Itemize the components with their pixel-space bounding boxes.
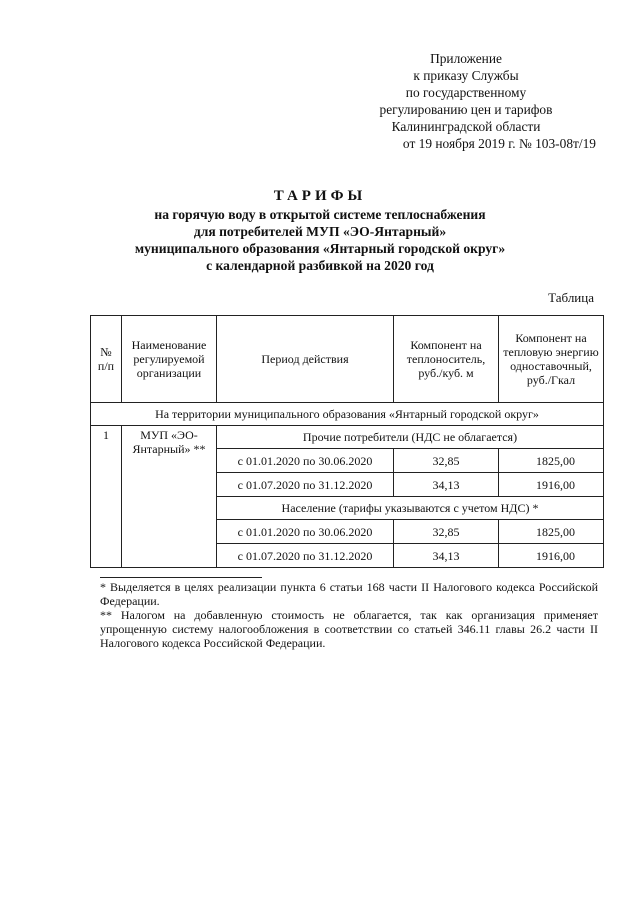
org-name: МУП «ЭО-Янтарный» ** bbox=[122, 426, 217, 568]
heat-cell: 1916,00 bbox=[499, 544, 604, 568]
header-period: Период действия bbox=[217, 316, 394, 403]
document-title bbox=[60, 188, 580, 274]
carrier-cell: 32,85 bbox=[394, 520, 499, 544]
appendix-line: от 19 ноября 2019 г. № 103-08т/19 bbox=[402, 136, 596, 151]
appendix-line: по государственному bbox=[405, 85, 527, 100]
group-label: Прочие потребители (НДС не облагается) bbox=[217, 426, 604, 449]
tariff-table bbox=[90, 315, 604, 568]
footnote: * Выделяется в целях реализации пункта 6 статьи 168 части II Налогового кодекса Российской Федерации. bbox=[100, 580, 598, 608]
appendix-line: к приказу Службы bbox=[413, 68, 519, 83]
carrier-cell: 34,13 bbox=[394, 544, 499, 568]
period-cell: с 01.01.2020 по 30.06.2020 bbox=[217, 520, 394, 544]
header-carrier: Компонент на теплоноситель, руб./куб. м bbox=[394, 316, 499, 403]
group-header-row bbox=[91, 426, 604, 449]
table-header-row bbox=[91, 316, 604, 403]
title-line: муниципального образования «Янтарный городской округ» bbox=[134, 241, 506, 256]
title-line: для потребителей МУП «ЭО-Янтарный» bbox=[193, 224, 447, 239]
heat-cell: 1916,00 bbox=[499, 473, 604, 497]
header-num: № п/п bbox=[91, 316, 122, 403]
table-label: Таблица bbox=[548, 290, 594, 305]
period-cell: с 01.01.2020 по 30.06.2020 bbox=[217, 449, 394, 473]
heat-cell: 1825,00 bbox=[499, 520, 604, 544]
title-main: ТАРИФЫ bbox=[273, 188, 367, 204]
row-number: 1 bbox=[91, 426, 122, 568]
carrier-cell: 32,85 bbox=[394, 449, 499, 473]
group-label: Население (тарифы указываются с учетом НДС) * bbox=[217, 497, 604, 520]
header-heat: Компонент на тепловую энергию одноставочный, руб./Гкал bbox=[499, 316, 604, 403]
footnotes bbox=[100, 580, 598, 650]
appendix-line: Калининградской области bbox=[391, 119, 541, 134]
footnote: ** Налогом на добавленную стоимость не облагается, так как организация применяет упрощенную систему налогообложения в соответствии со статьей 346.11 главы 26.2 части II Налогового кодекса Российской Федерации. bbox=[100, 608, 598, 650]
period-cell: с 01.07.2020 по 31.12.2020 bbox=[217, 473, 394, 497]
title-line: на горячую воду в открытой системе теплоснабжения bbox=[154, 207, 486, 222]
appendix-line: регулированию цен и тарифов bbox=[379, 102, 553, 117]
section-label: На территории муниципального образования «Янтарный городской округ» bbox=[91, 403, 604, 426]
appendix-reference bbox=[336, 50, 596, 152]
header-org: Наименование регулируемой организации bbox=[122, 316, 217, 403]
carrier-cell: 34,13 bbox=[394, 473, 499, 497]
section-row bbox=[91, 403, 604, 426]
period-cell: с 01.07.2020 по 31.12.2020 bbox=[217, 544, 394, 568]
appendix-line: Приложение bbox=[430, 51, 502, 66]
heat-cell: 1825,00 bbox=[499, 449, 604, 473]
title-line: с календарной разбивкой на 2020 год bbox=[206, 258, 434, 273]
footnote-divider bbox=[100, 577, 262, 578]
